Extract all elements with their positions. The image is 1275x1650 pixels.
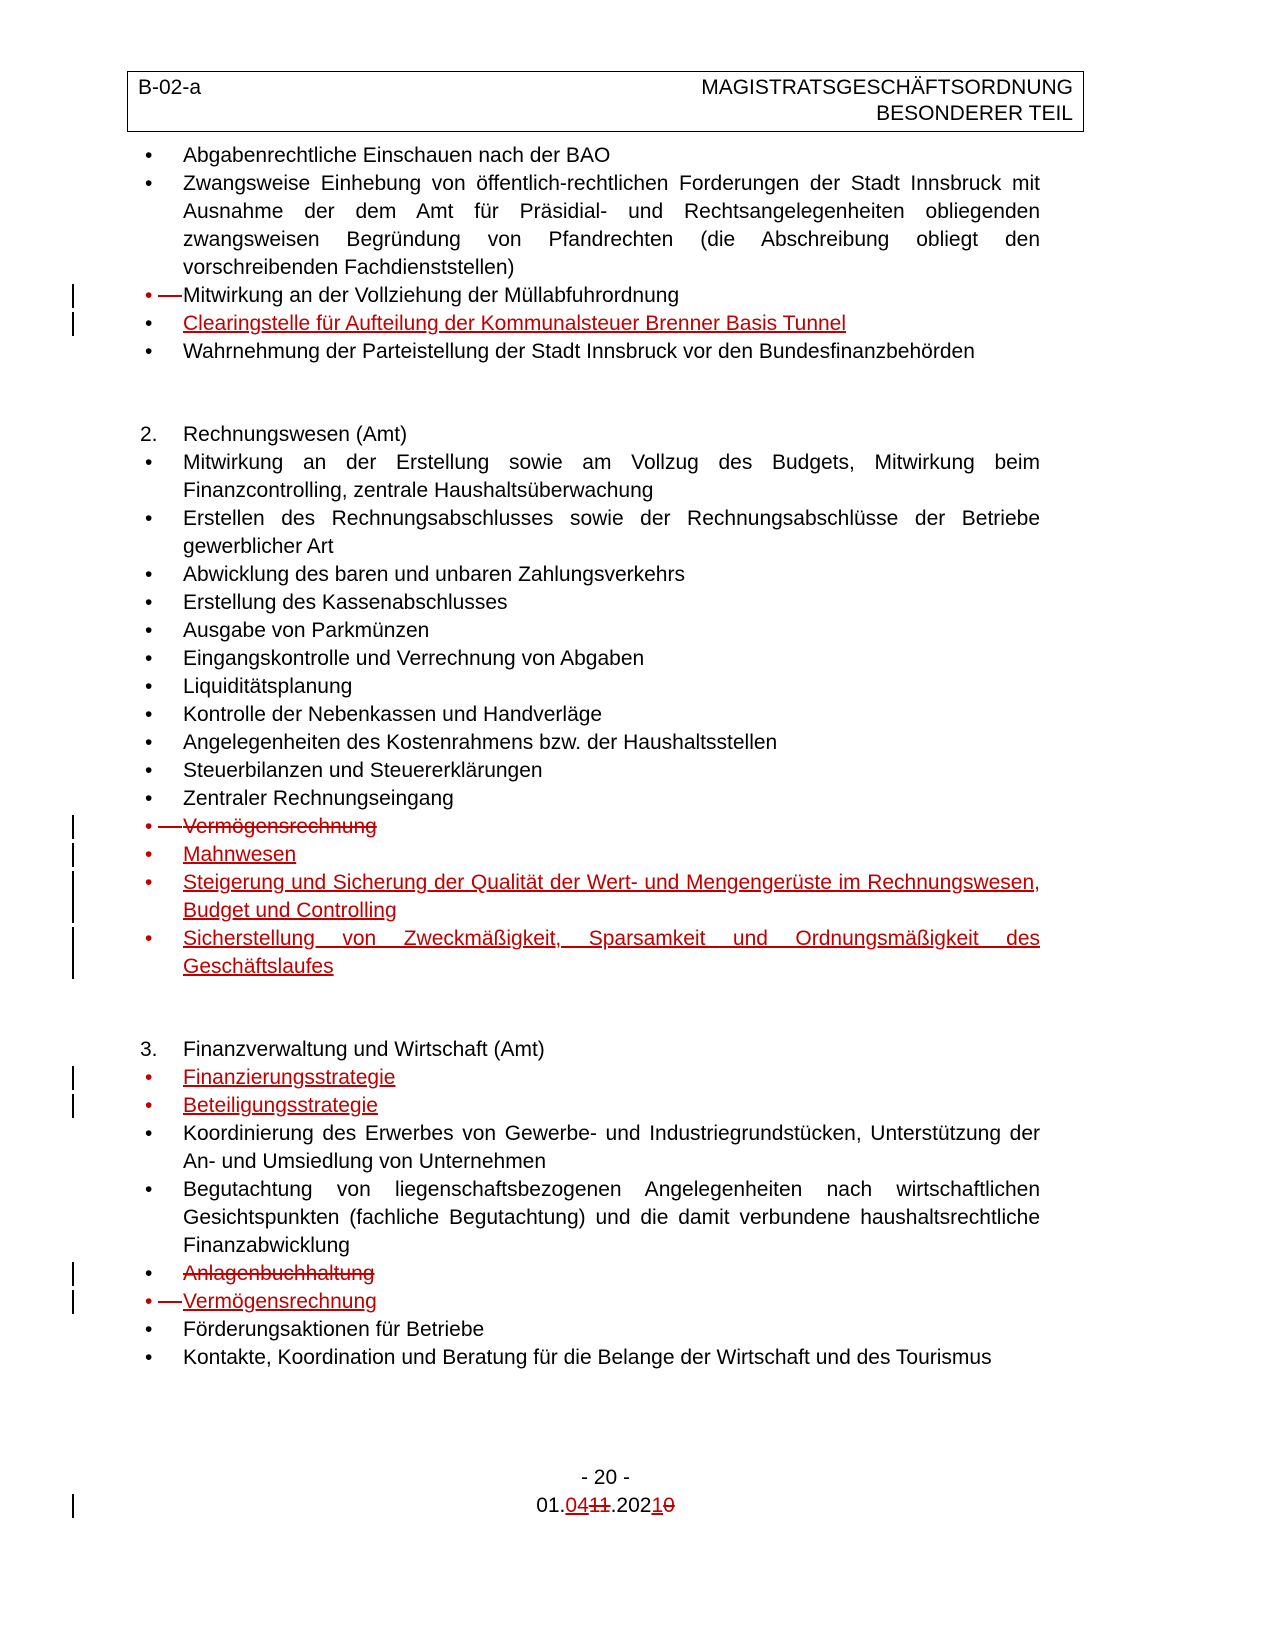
list-item-text: Finanzierungsstrategie	[183, 1066, 396, 1089]
bullet-icon: •	[145, 813, 152, 841]
list-item	[140, 142, 1040, 170]
bullet-icon: •	[145, 703, 153, 726]
bullet-icon: •	[145, 563, 153, 586]
section-heading	[140, 421, 1040, 449]
section-heading	[140, 1036, 1040, 1064]
document-section	[140, 1036, 1040, 1372]
bullet-icon: •	[145, 312, 153, 335]
list-item	[140, 1120, 1040, 1176]
list-item-text: Zentraler Rechnungseingang	[183, 787, 454, 810]
section-number: 2.	[140, 423, 158, 446]
list-item	[140, 1260, 1040, 1288]
list-item-text: Erstellen des Rechnungsabschlusses sowie der Rechnungsabschlüsse der Betriebe gewerblicher Art	[183, 507, 1040, 558]
list-item	[140, 561, 1040, 589]
list-item	[140, 925, 1040, 981]
date-part: 11	[588, 1494, 611, 1517]
document-code: B-02-a	[138, 76, 202, 99]
document-title-line1: MAGISTRATSGESCHÄFTSORDNUNG	[701, 76, 1073, 99]
date-part: 04	[565, 1494, 589, 1517]
bullet-icon: •	[145, 871, 153, 894]
list-item-text: Clearingstelle für Aufteilung der Kommunalsteuer Brenner Basis Tunnel	[183, 312, 847, 335]
list-item	[140, 617, 1040, 645]
bullet-icon: •	[145, 1066, 153, 1089]
bullet-icon: •	[145, 172, 153, 195]
bullet-icon: •	[145, 731, 153, 754]
bullet-icon: •	[145, 451, 153, 474]
list-item-text: Wahrnehmung der Parteistellung der Stadt Innsbruck vor den Bundesfinanzbehörden	[183, 340, 975, 363]
list-item-text: Abgabenrechtliche Einschauen nach der BAO	[183, 144, 611, 167]
date-part: 0	[663, 1494, 675, 1517]
list-item-text: Steigerung und Sicherung der Qualität der Wert- und Mengengerüste im Rechnungswesen, Budget und Controlling	[183, 871, 1040, 922]
list-item-text: Vermögensrechnung	[183, 1290, 377, 1313]
bullet-icon: •	[145, 507, 153, 530]
date-part: 1	[651, 1494, 664, 1517]
bullet-icon: •	[145, 619, 153, 642]
bullet-icon: •	[145, 675, 153, 698]
document-title	[701, 75, 1073, 127]
bullet-icon: •	[145, 843, 153, 866]
list-item	[140, 1092, 1040, 1120]
list-item	[140, 1316, 1040, 1344]
list-item	[140, 1288, 1040, 1316]
list-item-text: Kontrolle der Nebenkassen und Handverläge	[183, 703, 603, 726]
list-item	[140, 785, 1040, 813]
bullet-icon: •	[145, 647, 153, 670]
list-item-text: Steuerbilanzen und Steuererklärungen	[183, 759, 543, 782]
list-item	[140, 729, 1040, 757]
bullet-icon: •	[145, 787, 153, 810]
bullet-list	[140, 142, 1040, 366]
list-item	[140, 449, 1040, 505]
list-item-text: Mitwirkung an der Vollziehung der Müllabfuhrordnung	[183, 284, 680, 307]
document-title-line2: BESONDERER TEIL	[876, 102, 1073, 125]
bullet-icon: •	[145, 1122, 153, 1145]
list-item-text: Mahnwesen	[183, 843, 297, 866]
document-body	[140, 142, 1040, 1372]
bullet-icon: •	[145, 282, 152, 310]
bullet-icon: •	[145, 591, 153, 614]
revision-date	[127, 1492, 1084, 1520]
list-item	[140, 1344, 1040, 1372]
bullet-icon: •	[145, 144, 153, 167]
list-item	[140, 841, 1040, 869]
section-title: Finanzverwaltung und Wirtschaft (Amt)	[183, 1038, 545, 1061]
list-item	[140, 310, 1040, 338]
list-item	[140, 869, 1040, 925]
list-item-text: Begutachtung von liegenschaftsbezogenen Angelegenheiten nach wirtschaftlichen Gesichtspunkten (fachliche Begutachtung) und die damit verbundene haushaltsrechtliche Finanzabwicklung	[183, 1178, 1040, 1257]
bullet-icon: •	[145, 1094, 153, 1117]
bullet-icon: •	[145, 1318, 153, 1341]
bullet-icon: •	[145, 1346, 153, 1369]
list-item-text: Koordinierung des Erwerbes von Gewerbe- und Industriegrundstücken, Unterstützung der An- und Umsiedlung von Unternehmen	[183, 1122, 1040, 1173]
bullet-icon: •	[145, 927, 153, 950]
list-item	[140, 170, 1040, 282]
bullet-icon: •	[145, 1262, 153, 1285]
list-item	[140, 282, 1040, 310]
document-section	[140, 421, 1040, 981]
list-item	[140, 338, 1040, 366]
list-item-text: Mitwirkung an der Erstellung sowie am Vollzug des Budgets, Mitwirkung beim Finanzcontrolling, zentrale Haushaltsüberwachung	[183, 451, 1040, 502]
list-item	[140, 757, 1040, 785]
list-item-text: Ausgabe von Parkmünzen	[183, 619, 430, 642]
list-item-text: Eingangskontrolle und Verrechnung von Abgaben	[183, 647, 645, 670]
date-part: .202	[610, 1494, 652, 1517]
list-item-text: Liquiditätsplanung	[183, 675, 353, 698]
document-header	[127, 71, 1084, 132]
page-footer	[127, 1464, 1084, 1520]
list-item-text: Kontakte, Koordination und Beratung für die Belange der Wirtschaft und des Tourismus	[183, 1346, 992, 1369]
date-part: 01.	[536, 1494, 566, 1517]
list-item	[140, 645, 1040, 673]
document-section	[140, 142, 1040, 366]
list-item	[140, 813, 1040, 841]
list-item-text: Angelegenheiten des Kostenrahmens bzw. der Haushaltsstellen	[183, 731, 778, 754]
list-item-text: Abwicklung des baren und unbaren Zahlungsverkehrs	[183, 563, 685, 586]
list-item-text: Förderungsaktionen für Betriebe	[183, 1318, 485, 1341]
list-item	[140, 701, 1040, 729]
list-item	[140, 1176, 1040, 1260]
list-item	[140, 505, 1040, 561]
page-number: - 20 -	[580, 1466, 630, 1489]
list-item	[140, 589, 1040, 617]
list-item-text: Anlagenbuchhaltung	[183, 1262, 375, 1285]
list-item-text: Erstellung des Kassenabschlusses	[183, 591, 508, 614]
bullet-list	[140, 449, 1040, 981]
bullet-icon: •	[145, 1178, 153, 1201]
list-item-text: Sicherstellung von Zweckmäßigkeit, Sparsamkeit und Ordnungsmäßigkeit des Geschäftslaufes	[183, 927, 1040, 978]
section-number: 3.	[140, 1038, 158, 1061]
bullet-icon: •	[145, 340, 153, 363]
section-title: Rechnungswesen (Amt)	[183, 423, 408, 446]
list-item-text: Zwangsweise Einhebung von öffentlich-rechtlichen Forderungen der Stadt Innsbruck mit Ausnahme der dem Amt für Präsidial- und Rechtsangelegenheiten obliegenden zwangsweisen Begründung von Pfandrechten (die Abschreibung obliegt den vorschreibenden Fachdienststellen)	[183, 172, 1040, 279]
bullet-icon: •	[145, 1288, 152, 1316]
list-item	[140, 673, 1040, 701]
bullet-list	[140, 1064, 1040, 1372]
list-item-text: Beteiligungsstrategie	[183, 1094, 378, 1117]
list-item-text: Vermögensrechnung	[183, 815, 377, 838]
list-item	[140, 1064, 1040, 1092]
bullet-icon: •	[145, 759, 153, 782]
